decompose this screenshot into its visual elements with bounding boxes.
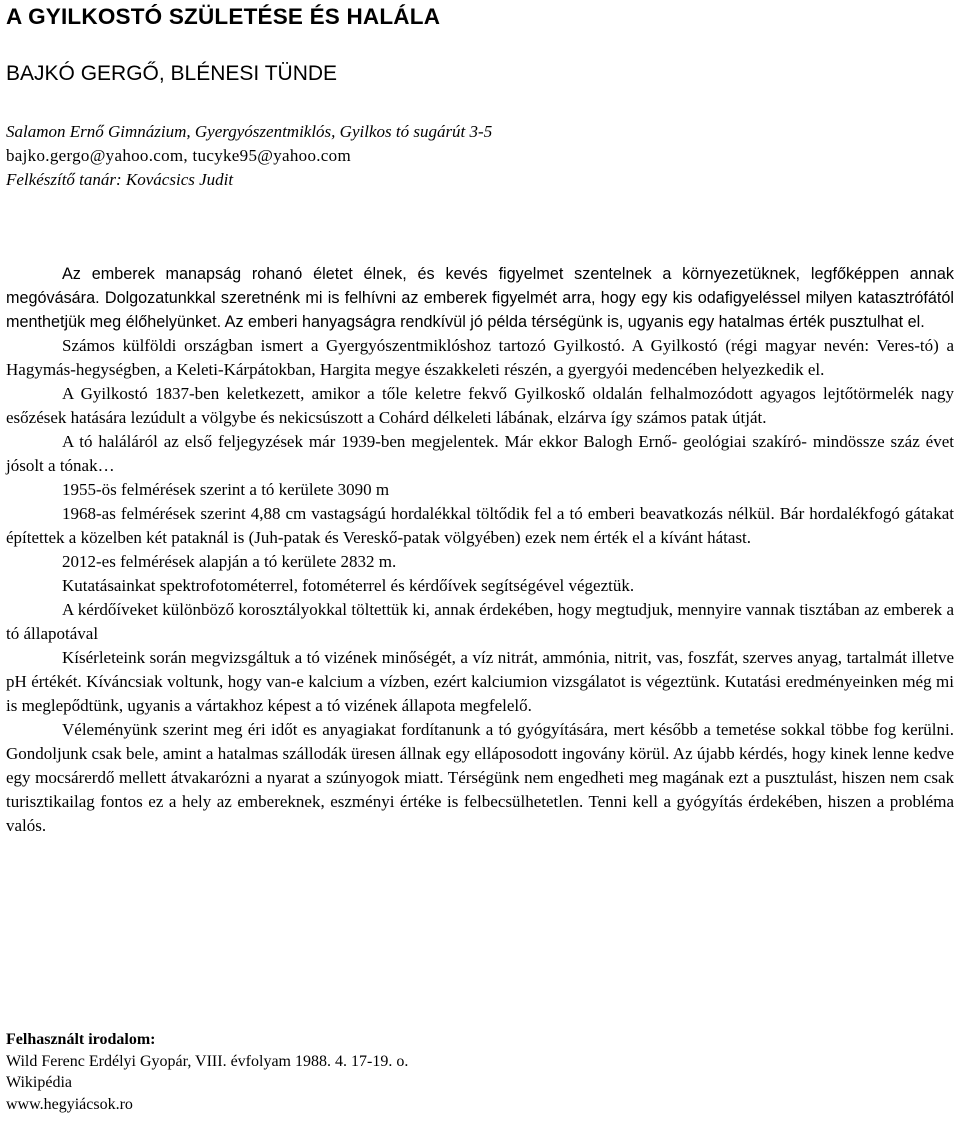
- paragraph-conclusion: Véleményünk szerint meg éri időt es anyagiakat fordítanunk a tó gyógyítására, mert később a temetése sokkal többe fog kerülni. Gondoljunk csak bele, amint a hatalmas szállodák üresen állnak egy elláposodott ingovány körül. Az újabb kérdés, hogy kinek lenne kedve egy mocsárerdő mellett átvakarózni a nyarat a szúnyogok miatt. Térségünk nem engedheti meg magának ezt a pusztulást, hiszen nem csak turisztikailag fontos ez a hely az embereknek, eszményi értéke is felbecsülhetetlen. Tenni kell a gyógyítás érdekében, hiszen a probléma valós.: [6, 720, 954, 835]
- paragraph-intro: Az emberek manapság rohanó életet élnek, és kevés figyelmet szentelnek a környezetüknek, legfőképpen annak megóvására. Dolgozatunkkal szeretnénk mi is felhívni az emberek figyelmét arra, hogy egy kis odafigyeléssel milyen katasztrófától menthetjük meg élőhelyünket. Az emberi hanyagságra rendkívül jó példa térségünk is, ugyanis egy hatalmas érték pusztulhat el.: [6, 265, 954, 331]
- references: [6, 1029, 408, 1115]
- references-heading: Felhasznált irodalom:: [6, 1031, 156, 1048]
- teacher-line: Felkészítő tanár: Kovácsics Judit: [6, 170, 234, 189]
- document-title: A GYILKOSTÓ SZÜLETÉSE ÉS HALÁLA: [6, 4, 441, 29]
- email-addresses: bajko.gergo@yahoo.com, tucyke95@yahoo.com: [6, 146, 351, 165]
- paragraph-origin: A Gyilkostó 1837-ben keletkezett, amikor a tőle keletre fekvő Gyilkoskő oldalán felhalmozódott agyagos lejtőtörmelék nagy esőzések hatására lezúdult a völgybe és nekicsúszott a Cohárd délkeleti lábának, elzárva így számos patak útját.: [6, 384, 954, 427]
- paragraph-1955: 1955-ös felmérések szerint a tó kerülete 3090 m: [62, 480, 390, 499]
- paragraph-survey: A kérdőíveket különböző korosztályokkal töltettük ki, annak érdekében, hogy megtudjuk, mennyire vannak tisztában az emberek a tó állapotával: [6, 600, 954, 643]
- paragraph-2012: 2012-es felmérések alapján a tó kerülete 2832 m.: [62, 552, 397, 571]
- authors: BAJKÓ GERGŐ, BLÉNESI TÜNDE: [6, 62, 338, 85]
- reference-item: www.hegyiácsok.ro: [6, 1095, 133, 1113]
- author-info: [6, 120, 492, 192]
- reference-item: Wikipédia: [6, 1074, 72, 1091]
- paragraph-methods: Kutatásainkat spektrofotométerrel, fotométerrel és kérdőívek segítségével végeztük.: [62, 576, 635, 595]
- paragraph-experiments: Kísérleteink során megvizsgáltuk a tó vizének minőségét, a víz nitrát, ammónia, nitrit, vas, foszfát, szerves anyag, tartalmát illetve pH értékét. Kíváncsiak voltunk, hogy van-e kalcium a vízben, ezért kalciumion vizsgálatot is végeztünk. Kutatási eredményeinken még mi is meglepődtünk, ugyanis a vártakhoz képest a tó vizének állapota megfelelő.: [6, 648, 954, 715]
- document-body: [6, 262, 954, 838]
- paragraph-history: A tó haláláról az első feljegyzések már 1939-ben megjelentek. Már ekkor Balogh Ernő- geológiai szakíró- mindössze száz évet jósolt a tónak…: [6, 432, 954, 475]
- school-affiliation: Salamon Ernő Gimnázium, Gyergyószentmiklós, Gyilkos tó sugárút 3-5: [6, 122, 493, 141]
- reference-item: Wild Ferenc Erdélyi Gyopár, VIII. évfolyam 1988. 4. 17-19. o.: [6, 1052, 409, 1070]
- paragraph-location: Számos külföldi országban ismert a Gyergyószentmiklóshoz tartozó Gyilkostó. A Gyilkostó (régi magyar nevén: Veres-tó) a Hagymás-hegységben, a Keleti-Kárpátokban, Hargita megye északkeleti részén, a gyergyói medencében helyezkedik el.: [6, 336, 954, 379]
- paragraph-1968: 1968-as felmérések szerint 4,88 cm vastagságú hordalékkal töltődik fel a tó emberi beavatkozás nélkül. Bár hordalékfogó gátakat építettek a közelben két pataknál is (Juh-patak és Vereskő-patak völgyében) ezek nem érték el a kívánt hátast.: [6, 504, 954, 547]
